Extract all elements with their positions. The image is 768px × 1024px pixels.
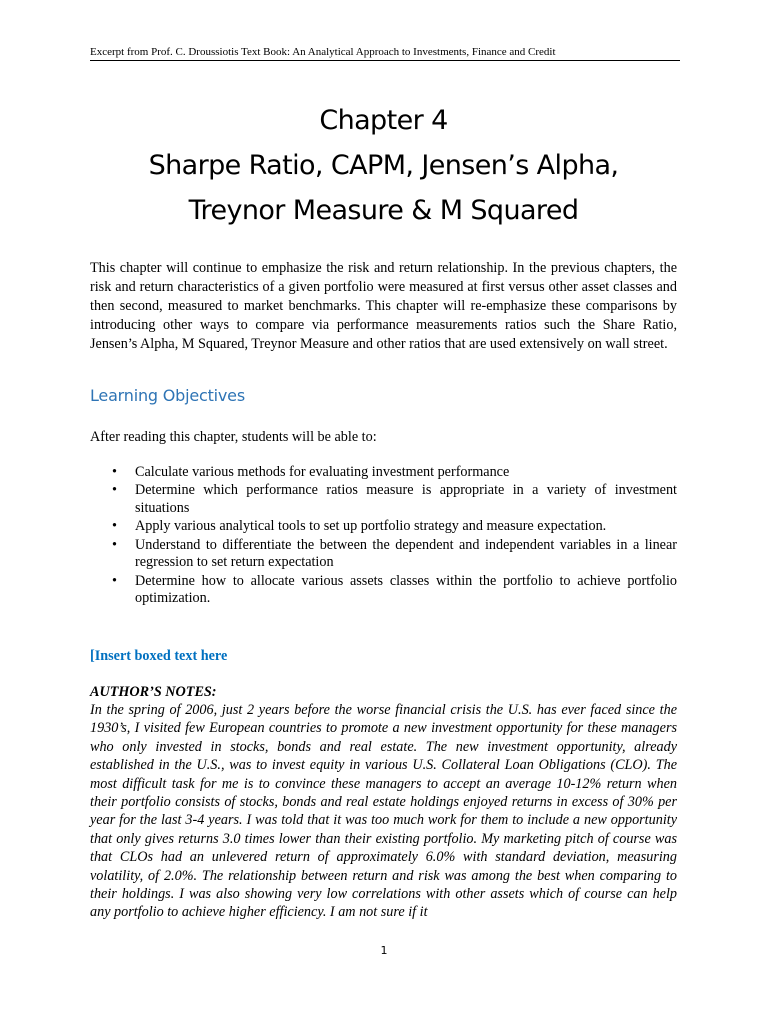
list-item-text: Determine which performance ratios measure is appropriate in a variety of investment situations	[135, 482, 677, 516]
list-item-text: Understand to differentiate the between the dependent and independent variables in a linear regression to set return expectation	[135, 536, 677, 571]
chapter-title-line-1: Sharpe Ratio, CAPM, Jensen’s Alpha,	[148, 150, 619, 181]
bullet-icon: •	[112, 536, 117, 553]
chapter-title-line-2: Treynor Measure & M Squared	[188, 195, 579, 226]
learning-objectives-heading: Learning Objectives	[90, 386, 245, 405]
intro-paragraph: This chapter will continue to emphasize the risk and return relationship. In the previous chapters, the risk and return characteristics of a given portfolio were measured at first versus other asset classes and then second, measured to market benchmarks. This chapter will re-emphasize these comparisons by introducing other ways to compare via performance measurements ratios such the Share Ratio, Jensen’s Alpha, M Squared, Treynor Measure and other ratios that are used extensively on wall street.	[90, 260, 677, 352]
list-item	[90, 537, 677, 572]
list-item-text: Determine how to allocate various assets classes within the portfolio to achieve portfolio optimization.	[135, 572, 677, 607]
list-item	[90, 482, 677, 517]
list-item	[90, 573, 677, 608]
list-item-text: Apply various analytical tools to set up portfolio strategy and measure expectation.	[135, 518, 607, 535]
chapter-number: Chapter 4	[319, 105, 448, 136]
chapter-title	[90, 98, 677, 233]
bullet-icon: •	[112, 482, 117, 499]
page-number: 1	[380, 944, 388, 957]
authors-notes-title: AUTHOR’S NOTES:	[90, 684, 217, 700]
bullet-icon: •	[112, 572, 117, 589]
bullet-icon: •	[112, 518, 117, 535]
authors-notes-body: In the spring of 2006, just 2 years before the worse financial crisis the U.S. has ever faced since the 1930’s, I visited few European countries to promote a new investment opportunity for these managers who only invested in stocks, bonds and real estate. The new investment opportunity, already established in the U.S., was to invest equity in various U.S. Collateral Loan Obligations (CLO). The most difficult task for me is to convince these managers to accept an average 10-12% return when their portfolio consists of stocks, bonds and real estate holdings enjoyed returns in excess of 30% per year for the last 3-4 years. I was told that it was too much work for them to include a new opportunity that only gives returns 3.0 times lower than their existing portfolio. My marketing pitch of course was that CLOs had an unlevered return of approximately 6.0% with standard deviation, measuring volatility, of 2.0%. The relationship between return and risk was among the best when comparing to their holdings. I was also showing very low correlations with other assets which of course can help any portfolio to achieve higher efficiency. I am not sure if it	[90, 702, 677, 921]
list-item	[90, 464, 677, 482]
insert-boxed-text-note: [Insert boxed text here	[90, 648, 228, 664]
list-item	[90, 518, 677, 536]
bullet-icon: •	[112, 464, 117, 480]
list-item-text: Calculate various methods for evaluating investment performance	[135, 464, 510, 480]
running-header: Excerpt from Prof. C. Droussiotis Text Book: An Analytical Approach to Investments, Finance and Credit	[90, 46, 556, 58]
learning-objectives-list	[90, 464, 677, 609]
header-rule	[90, 60, 680, 61]
objectives-lead-text: After reading this chapter, students will be able to:	[90, 429, 377, 445]
